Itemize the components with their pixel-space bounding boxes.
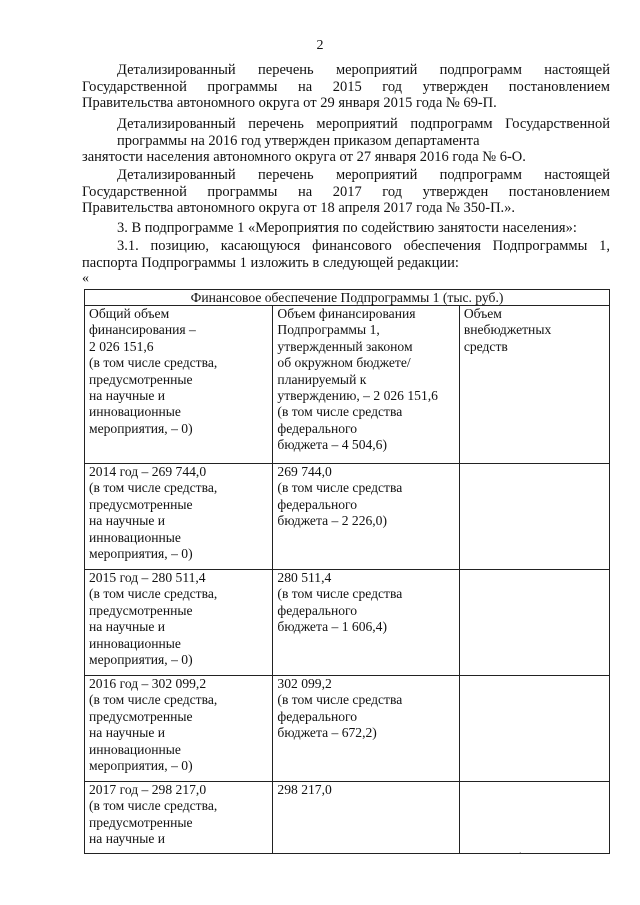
cell-text-line: инновационные <box>89 741 181 757</box>
stray-mark: ` <box>519 852 523 863</box>
cell-text-line: мероприятия, – 0) <box>89 420 193 436</box>
budget-financing-cell <box>273 306 459 464</box>
cell-text-line: мероприятия, – 0) <box>89 652 193 668</box>
cell-text-line: (в том числе средства, <box>89 480 218 496</box>
cell-text-line: предусмотренные <box>89 814 193 830</box>
text-line: Детализированный перечень мероприятий подпрограмм настоящей <box>117 167 610 183</box>
cell-text-line: об окружном бюджете/ <box>277 355 411 371</box>
cell-text-line: на научные и <box>89 831 166 847</box>
cell-text-line: инновационные <box>89 404 181 420</box>
cell-text-line: финансирования – <box>89 322 196 338</box>
cell-text-line: мероприятия, – 0) <box>89 546 193 562</box>
cell-text-line: федерального <box>277 496 358 512</box>
paragraph-item-3 <box>82 220 610 237</box>
text-line: Государственной программы на 2015 год утвержден постановлением <box>82 78 610 95</box>
year-total-cell <box>85 676 273 782</box>
year-budget-cell <box>273 676 459 782</box>
text-line: Правительства автономного округа от 18 апреля 2017 года № 350-П.». <box>82 200 516 216</box>
text-line: Детализированный перечень мероприятий подпрограмм Государственной программы на 2016 год утвержден приказом департамента <box>117 116 610 149</box>
cell-text-line: Подпрограммы 1, <box>277 322 380 338</box>
cell-text-line: бюджета – 672,2) <box>277 725 377 741</box>
paragraph-2015-list <box>82 62 610 112</box>
text-line: 3.1. позицию, касающуюся финансового обеспечения Подпрограммы 1, <box>117 238 610 254</box>
cell-text-line: мероприятия, – 0) <box>89 758 193 774</box>
year-budget-cell <box>273 464 459 570</box>
cell-text-line: на научные и <box>89 619 166 635</box>
table-row <box>85 782 610 854</box>
table-row <box>85 570 610 676</box>
table-row <box>85 464 610 570</box>
cell-text-line: 269 744,0 <box>277 464 332 479</box>
cell-text-line: внебюджетных <box>463 322 552 338</box>
cell-text-line: 280 511,4 <box>277 570 332 585</box>
cell-text-line: инновационные <box>89 635 181 651</box>
year-budget-cell <box>273 782 459 854</box>
cell-text-line: 298 217,0 <box>277 782 332 797</box>
cell-text-line: планируемый к <box>277 371 367 387</box>
text-line: занятости населения автономного округа от 27 января 2016 года № 6-О. <box>82 149 526 165</box>
year-extrabudget-cell <box>459 676 609 782</box>
text-line: 3. В подпрограмме 1 «Мероприятия по содействию занятости населения»: <box>117 220 577 236</box>
total-financing-cell <box>85 306 273 464</box>
cell-text-line: предусмотренные <box>89 371 193 387</box>
table-title: Финансовое обеспечение Подпрограммы 1 (тыс. руб.) <box>85 290 610 306</box>
cell-text-line: бюджета – 2 226,0) <box>277 513 388 529</box>
cell-text-line: на научные и <box>89 513 166 529</box>
cell-text-line: Общий объем <box>89 306 170 321</box>
open-quote: « <box>82 271 89 286</box>
cell-text-line: предусмотренные <box>89 496 193 512</box>
cell-text-line: 2017 год – 298 217,0 <box>89 782 207 797</box>
cell-text-line: (в том числе средства <box>277 692 403 708</box>
cell-text-line: утвержденный законом <box>277 338 413 354</box>
cell-text-line: 302 099,2 <box>277 676 332 691</box>
paragraph-2016-list <box>82 116 610 166</box>
cell-text-line: на научные и <box>89 725 166 741</box>
cell-text-line: (в том числе средства, <box>89 692 218 708</box>
cell-text-line: (в том числе средства <box>277 586 403 602</box>
table-row <box>85 676 610 782</box>
cell-text-line: (в том числе средства, <box>89 586 218 602</box>
cell-text-line: федерального <box>277 708 358 724</box>
cell-text-line: 2014 год – 269 744,0 <box>89 464 207 479</box>
cell-text-line: утверждению, – 2 026 151,6 <box>277 388 438 404</box>
financing-table <box>84 289 610 854</box>
text-line: Правительства автономного округа от 29 января 2015 года № 69-П. <box>82 95 497 111</box>
page-number: 2 <box>316 38 324 53</box>
extrabudget-cell <box>459 306 609 464</box>
year-extrabudget-cell <box>459 782 609 854</box>
cell-text-line: на научные и <box>89 388 166 404</box>
year-total-cell <box>85 782 273 854</box>
cell-text-line: (в том числе средства, <box>89 798 218 814</box>
text-line: паспорта Подпрограммы 1 изложить в следующей редакции: <box>82 254 459 271</box>
cell-text-line: федерального <box>277 602 358 618</box>
cell-text-line: 2015 год – 280 511,4 <box>89 570 206 585</box>
cell-text-line: предусмотренные <box>89 602 193 618</box>
year-extrabudget-cell <box>459 464 609 570</box>
table-header-row <box>85 306 610 464</box>
text-line: Детализированный перечень мероприятий подпрограмм настоящей <box>117 62 610 78</box>
cell-text-line: 2016 год – 302 099,2 <box>89 676 207 691</box>
year-extrabudget-cell <box>459 570 609 676</box>
year-budget-cell <box>273 570 459 676</box>
cell-text-line: Объем <box>463 306 502 321</box>
cell-text-line: средств <box>463 338 508 354</box>
cell-text-line: 2 026 151,6 <box>89 338 154 354</box>
cell-text-line: (в том числе средства, <box>89 355 218 371</box>
cell-text-line: Объем финансирования <box>277 306 416 321</box>
cell-text-line: бюджета – 1 606,4) <box>277 619 388 635</box>
cell-text-line: бюджета – 4 504,6) <box>277 437 388 453</box>
cell-text-line: (в том числе средства <box>277 480 403 496</box>
year-total-cell <box>85 570 273 676</box>
cell-text-line: федерального <box>277 420 358 436</box>
year-total-cell <box>85 464 273 570</box>
cell-text-line: (в том числе средства <box>277 404 403 420</box>
cell-text-line: предусмотренные <box>89 708 193 724</box>
paragraph-2017-list <box>82 167 610 217</box>
cell-text-line: инновационные <box>89 529 181 545</box>
paragraph-item-3-1 <box>82 238 610 271</box>
text-line: Государственной программы на 2017 год утвержден постановлением <box>82 183 610 200</box>
